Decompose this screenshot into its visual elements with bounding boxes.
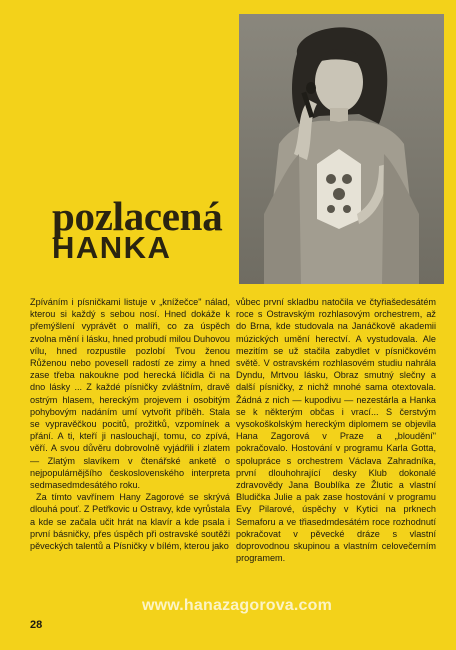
paragraph: Zpíváním i písničkami listuje v „knížečce" nálad, kterou si každý s sebou nosí. Hned dokáže k přemýšlení vyprávět o malíři, co za úspěch zvolna mění i lásku, hned probudí milou Duhovou vílu, hned rozpustile pozlobí Tvou ženou Růženou nebo povesell radostí ze zimy a hned zase třeba nakoukne pod herecká líčidla či na dno lásky ... Z každé písničky zvláštním, dravě ostrým hlasem, hereckým projevem i osobitým pohybovým nadáním umí vytvořit příběh. Stala se vypravěčkou pocitů, prožitků, vzpomínek a přání. A ti, kteří ji naslouchají, tomu, co zpívá, věří. A svou důvěru dobrovolně vyjádřili i zlatem — Zlatým slavíkem v čtenářské anketě o nejpopulárnějšího československého interpreta sedmasedmdesátého roku. [30,297,230,491]
watermark-url: www.hanazagorova.com [141,597,333,614]
article-title-line2: HANKA [52,230,172,265]
singer-illustration [239,14,444,284]
paragraph: Za tímto vavřínem Hany Zagorové se skrývá dlouhá pouť. Z Petřkovic u Ostravy, kde vyrůstala a kde se začala učit hrát na klavír a kde psala i první básničky, přes úspěch při ostravské soutěži pěveckých talentů a Písničky v bílém, kterou jako [30,492,230,552]
article-title-line1: pozlacená [52,193,223,239]
article-column-right [236,296,436,564]
page-number: 28 [30,619,43,631]
paragraph: vůbec první skladbu natočila ve čtyřiašedesátém roce s Ostravským rozhlasovým orchestrem, až do Brna, kde studovala na Janáčkově akademii múzických umění herectví. A vystudovala. Ale mezitím se už stačila zabydlet v písničkovém světě. V ostravském rozhlasovém studiu nahrála Dyndu, Mrtvou lásku, Obraz smutný slečny a další písničky, z nichž mnohé sama otextovala. Žádná z nich — kupodivu — nezestárla a Hanka se k některým občas i vrací... S čerstvým vysokoškolským hereckým diplomem se objevila Hana Zagorová v Praze a „bloudění" pokračovalo. Hostování v programu Karla Gotta, spolupráce s orchestrem Václava Zahradníka, první dlouhohrající desky Klub dokonalé zdravovědy Jana Boublíka ze Žlutic a vlastní Bludička Julie a pak zase hostování v programu Evy Pilarové, úspěchy v Kytici na prknech Semaforu a ve třiasedmdesátém roce rozhodnutí pokračovat v pěvecké dráze s vlastní doprovodnou skupinou a vlastním celovečerním programem. [236,297,436,564]
article-column-left [30,296,230,552]
singer-photo [239,14,444,284]
